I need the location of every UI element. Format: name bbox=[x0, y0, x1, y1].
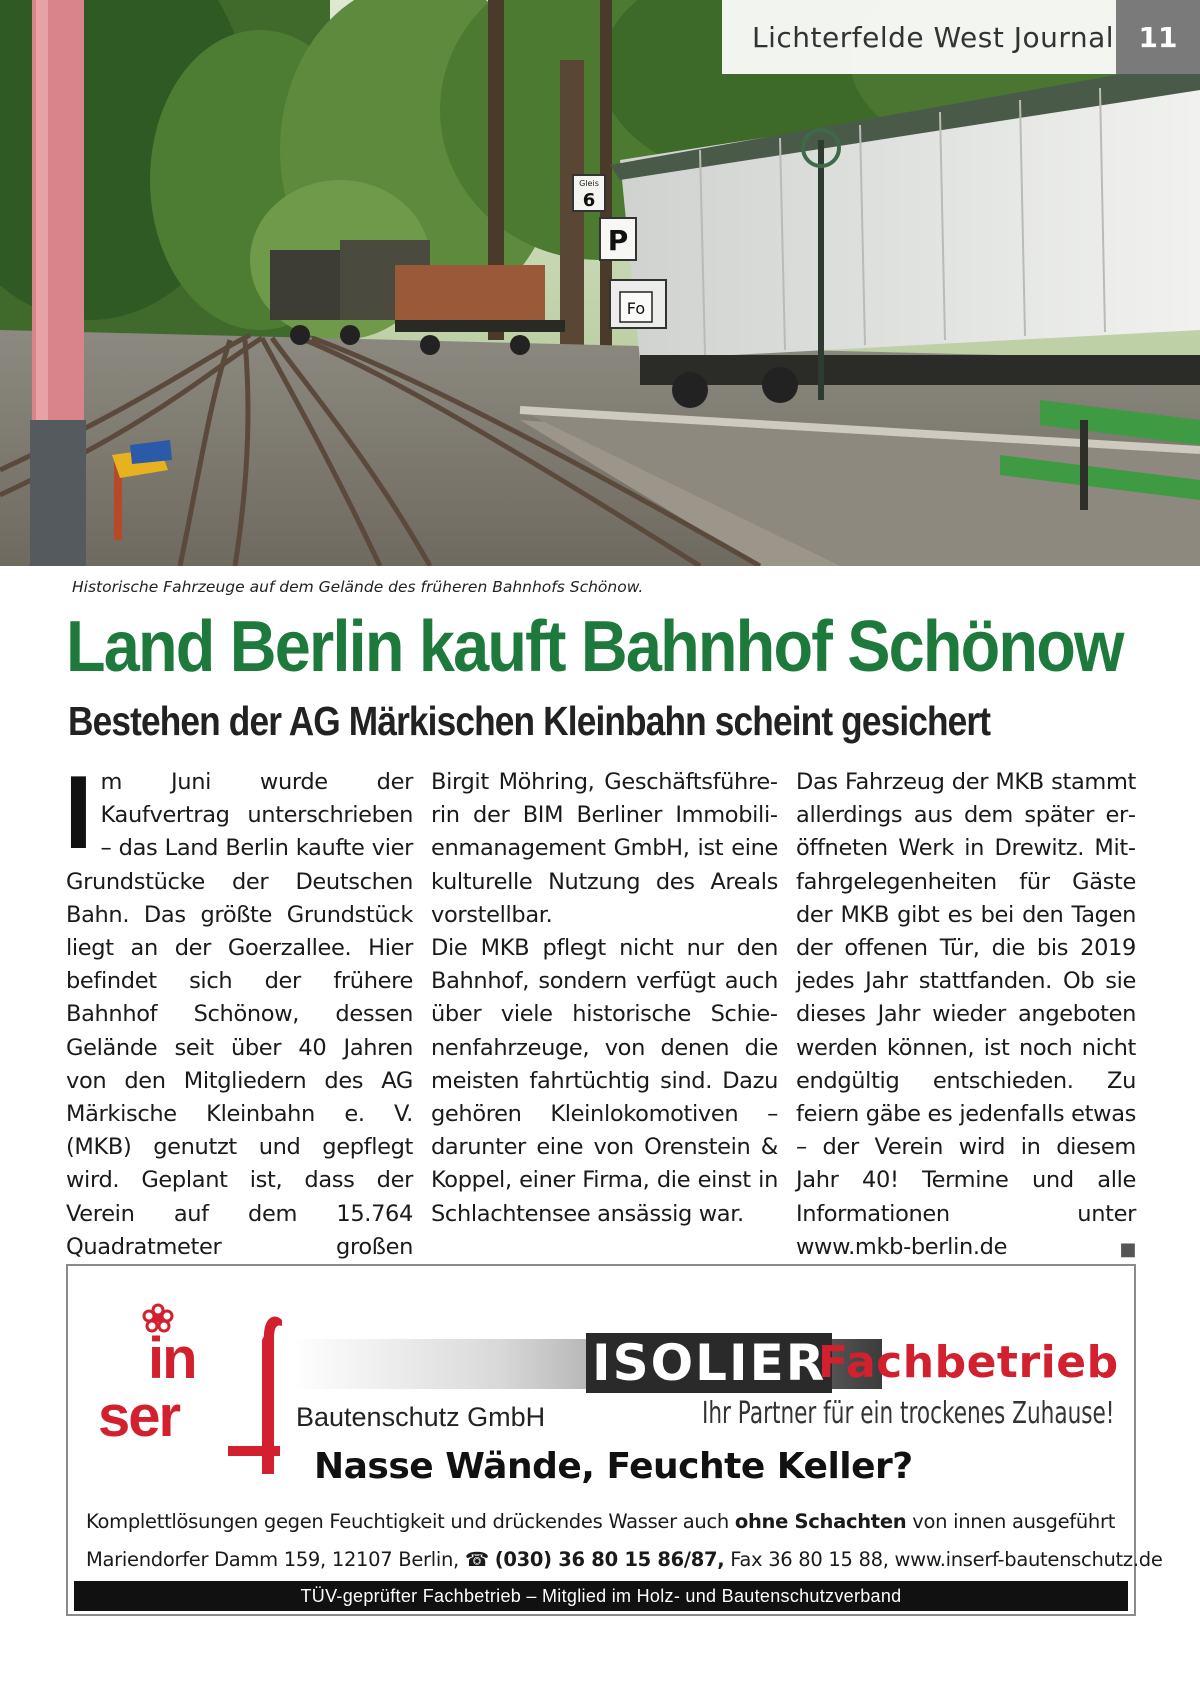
article-paragraph bbox=[796, 766, 1136, 1264]
ad-headline: Nasse Wände, Feuchte Keller? bbox=[314, 1446, 913, 1487]
ad-text-part: von innen ausgeführt bbox=[906, 1510, 1116, 1533]
sign-gleis-label: Gleis bbox=[579, 179, 599, 188]
ad-text-emphasis: ohne Schachten bbox=[734, 1510, 907, 1533]
article-column-1 bbox=[64, 755, 413, 1297]
ad-footer-text: TÜV-geprüfter Fachbetrieb – Mitglied im Holz- und Bautenschutzverband bbox=[300, 1585, 902, 1606]
company-name: Bautenschutz GmbH bbox=[296, 1402, 546, 1432]
ad-footer-bar bbox=[74, 1581, 1128, 1611]
isolier-wordmark: ISOLIER bbox=[586, 1333, 832, 1393]
photo-caption: Historische Fahrzeuge auf dem Gelände des früheren Bahnhofs Schönow. bbox=[72, 578, 644, 596]
railway-scene-image bbox=[0, 0, 1200, 566]
column-1-text: m Juni wurde der Kaufvertrag unterschrieben – das Land Berlin kaufte vier Grundstücke der Deutschen Bahn. Das größte Grundstück liegt an der Goerzallee. Hier befindet sich der frühere Bahnhof Schönow, dessen Gelände seit über 40 Jahren von den Mitgliedern des AG Märkische Kleinbahn e. V. (MKB) genutzt und gepflegt wird. Geplant ist, dass der Verein auf dem 15.764 Quadratmeter großen bbox=[66, 769, 413, 1260]
column-2-paragraph-2: Die MKB pflegt nicht nur den Bahnhof, sondern verfügt auch über viele historische Schienenfahrzeuge, von denen die meisten fahrtüchtig sind. Dazu gehören Kleinlokomotiven – darunter eine von Orenstein & Koppel, einer Firma, die einst in Schlachtensee ansässig war. bbox=[431, 935, 778, 1227]
column-2-paragraph-1: Birgit Möhring, Geschäftsführerin der BIM Berliner Immobilienmanagement GmbH, ist eine kulturelle Nutzung des Areals vorstellbar. bbox=[431, 769, 778, 928]
drop-cap: I bbox=[64, 755, 93, 871]
article-paragraph bbox=[64, 755, 413, 1297]
fachbetrieb-wordmark: Fachbetrieb bbox=[818, 1337, 1119, 1388]
ad-address: Mariendorfer Damm 159, 12107 Berlin, bbox=[86, 1548, 465, 1571]
logo-text-in: in bbox=[148, 1326, 196, 1391]
article-photo bbox=[0, 0, 1200, 566]
ad-fax-website: Fax 36 80 15 88, www.inserf-bautenschutz.de bbox=[724, 1548, 1163, 1571]
article-headline: Land Berlin kauft Bahnhof Schönow bbox=[66, 607, 1123, 687]
inserf-advertisement bbox=[66, 1264, 1163, 1616]
page-number: 11 bbox=[1116, 0, 1200, 74]
logo-text-ser: ser bbox=[98, 1384, 180, 1449]
column-3-text: Das Fahrzeug der MKB stammt allerdings aus dem später eröffneten Werk in Drewitz. Mitfahrgelegenheiten für Gäste der MKB gibt es bei den Tagen der offenen Tür, die bis 2019 jedes Jahr stattfanden. Ob sie dieses Jahr wieder angeboten werden können, ist noch nicht endgültig entschieden. Zu feiern gäbe es jedenfalls etwas – der Verein wird in diesem Jahr 40! Termine und alle Informationen unter www.mkb-berlin.de bbox=[796, 769, 1136, 1260]
phone-icon: ☎ bbox=[464, 1548, 489, 1571]
article-column-2 bbox=[431, 766, 778, 1231]
sign-p: P bbox=[607, 224, 629, 257]
end-of-article-mark: ■ bbox=[1119, 1238, 1136, 1260]
ad-description bbox=[86, 1510, 1116, 1533]
ad-text-part: Komplettlösungen gegen Feuchtigkeit und drückendes Wasser auch bbox=[86, 1510, 735, 1533]
ad-contact bbox=[86, 1548, 1163, 1571]
sign-fo: Fo bbox=[626, 299, 646, 318]
ad-slogan: Ihr Partner für ein trockenes Zuhause! bbox=[702, 1396, 1115, 1431]
journal-header-bar bbox=[722, 0, 1200, 74]
journal-title: Lichterfelde West Journal bbox=[752, 20, 1115, 54]
ad-phone: (030) 36 80 15 86/87, bbox=[494, 1548, 725, 1571]
inserf-logo bbox=[96, 1296, 286, 1476]
sign-gleis-number: 6 bbox=[582, 190, 596, 211]
article-column-3 bbox=[796, 766, 1136, 1266]
article-subheadline: Bestehen der AG Märkischen Kleinbahn scheint gesichert bbox=[68, 698, 991, 744]
